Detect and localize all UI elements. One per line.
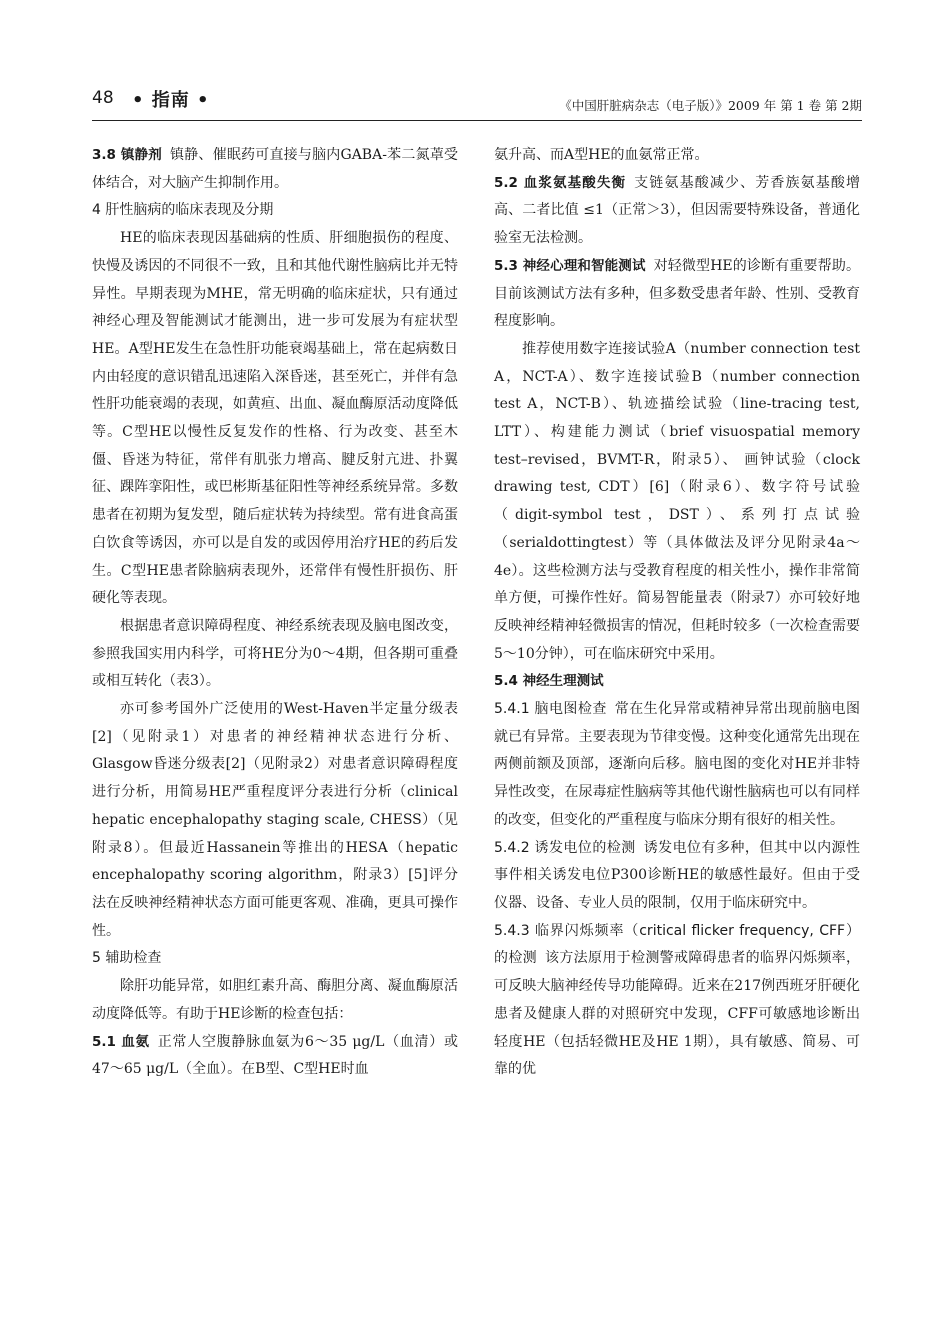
paragraph: HE的临床表现因基础病的性质、肝细胞损伤的程度、快慢及诱因的不同很不一致，且和其他代谢性脑病比并无特异性。早期表现为MHE，常无明确的临床症状，只有通过神经心理及智能测试才能测出，进一步可发展为有症状型HE。A型HE发生在急性肝功能衰竭基础上，常在起病数日内由轻度的意识错乱迅速陷入深昏迷，甚至死亡，并伴有急性肝功能衰竭的表现，如黄疸、出血、凝血酶原活动度降低等。C型HE以慢性反复发作的性格、行为改变、甚至木僵、昏迷为特征，常伴有肌张力增高、腱反射亢进、扑翼征、踝阵挛阳性，或巴彬斯基征阳性等神经系统异常。多数患者在初期为复发型，随后症状转为持续型。常有进食高蛋白饮食等诱因，亦可以是自发的或因停用治疗HE的药后发生。C型HE患者除脑病表现外，还常伴有慢性肝损伤、肝硬化等表现。 — [92, 230, 458, 607]
section-5-3 — [494, 253, 860, 336]
page-header — [92, 86, 862, 118]
section-label: • 指南 • — [132, 90, 210, 111]
section-5-title: 5 辅助检查 — [92, 950, 162, 967]
paragraph: 根据患者意识障碍程度、神经系统表现及脑电图改变，参照我国实用内科学，可将HE分为0～4期，但各期可重叠或相互转化（表3）。 — [92, 617, 458, 690]
right-column — [494, 142, 860, 1084]
section-5-4-1-body: 常在生化异常或精神异常出现前脑电图就已有异常。主要表现为节律变慢。这种变化通常先出现在两侧前额及顶部，逐渐向后移。脑电图的变化对HE并非特异性改变，在尿毒症性脑病等其他代谢性脑病也可以有同样的改变，但变化的严重程度与临床分期有很好的相关性。 — [494, 701, 860, 828]
section-5-1-title: 5.1 血氨 — [92, 1033, 150, 1050]
section-5-2-body: 支链氨基酸减少、芳香族氨基酸增高、二者比值 ≤1（正常＞3），但因需要特殊设备，普通化验室无法检测。 — [494, 174, 861, 247]
section-5-4-1 — [494, 696, 860, 835]
header-rule — [92, 120, 862, 121]
section-5-4-3-body: 该方法原用于检测警戒障碍患者的临界闪烁频率，可反映大脑神经传导功能障碍。近来在217例西班牙肝硬化患者及健康人群的对照研究中发现，CFF可敏感地诊断出轻度HE（包括轻微HE及HE 1期），具有敏感、简易、可靠的优 — [494, 950, 860, 1078]
section-5-4-2-body: 诱发电位有多种，但其中以内源性事件相关诱发电位P300诊断HE的敏感性最好。但由于受仪器、设备、专业人员的限制，仅用于临床研究中。 — [494, 839, 861, 911]
page-number: 48 — [92, 88, 114, 108]
section-5-3-title: 5.3 神经心理和智能测试 — [494, 257, 646, 274]
section-5-1-body: 正常人空腹静脉血氨为6～35 μg/L（血清）或47～65 μg/L（全血）。在B型、C型HE时血 — [92, 1033, 458, 1078]
paragraph: 氨升高、而A型HE的血氨常正常。 — [494, 147, 709, 163]
paragraph: 亦可参考国外广泛使用的West-Haven半定量分级表[2]（见附录1）对患者的神经精神状态进行分析、Glasgow昏迷分级表[2]（见附录2）对患者意识障碍程度进行分析，用简易HE严重程度评分表进行分析（clinical hepatic encephalopathy staging scale, CHESS）（见附录8）。但最近Hassanein等推出的HESA（hepatic encephalopathy scoring algorithm，附录3）[5]评分法在反映神经精神状态方面可能更客观、准确，更具可操作性。 — [92, 701, 458, 939]
section-5-3-body: 对轻微型HE的诊断有重要帮助。目前该测试方法有多种，但多数受患者年龄、性别、受教育程度影响。 — [494, 257, 860, 330]
section-5-4-1-title: 5.4.1 脑电图检查 — [494, 701, 607, 718]
section-3-8-body: 镇静、催眠药可直接与脑内GABA-苯二氮䓬受体结合，对大脑产生抑制作用。 — [92, 147, 458, 191]
section-5-4-3-title: 5.4.3 临界闪烁频率（critical flicker frequency, CFF）的检测 — [494, 922, 860, 967]
paragraph: 推荐使用数字连接试验A（number connection test A，NCT-A）、数字连接试验B（number connection test A，NCT-B）、轨迹描绘试验（line-tracing test, LTT）、构建能力测试（brief visuospatial memory test–revised，BVMT-R，附录5）、 画钟试验（clock drawing test, CDT）[6]（附录6）、数字符号试验（digit-symbol test，DST）、系列打点试验（serialdottingtest）等（具体做法及评分见附录4a～4e）。这些检测方法与受教育程度的相关性小，操作非常简单方便，可操作性好。简易智能量表（附录7）亦可较好地反映神经精神轻微损害的情况，但耗时较多（一次检查需要5～10分钟），可在临床研究中采用。 — [494, 340, 860, 662]
section-5-4-3 — [494, 918, 860, 1084]
section-4-title: 4 肝性脑病的临床表现及分期 — [92, 202, 274, 219]
section-5-4-title: 5.4 神经生理测试 — [494, 673, 604, 690]
section-5-1 — [92, 1029, 458, 1084]
section-3-8 — [92, 142, 458, 197]
section-3-8-title: 3.8 镇静剂 — [92, 147, 162, 163]
section-5-2-title: 5.2 血浆氨基酸失衡 — [494, 174, 627, 191]
section-5-2 — [494, 170, 860, 253]
paragraph: 除肝功能异常，如胆红素升高、酶胆分离、凝血酶原活动度降低等。有助于HE诊断的检查包括： — [92, 978, 458, 1022]
journal-citation: 《中国肝脏病杂志（电子版）》2009 年 第 1 卷 第 2期 — [559, 98, 862, 113]
left-column — [92, 142, 458, 1084]
section-5-4-2 — [494, 835, 860, 918]
section-5-4-2-title: 5.4.2 诱发电位的检测 — [494, 839, 636, 856]
